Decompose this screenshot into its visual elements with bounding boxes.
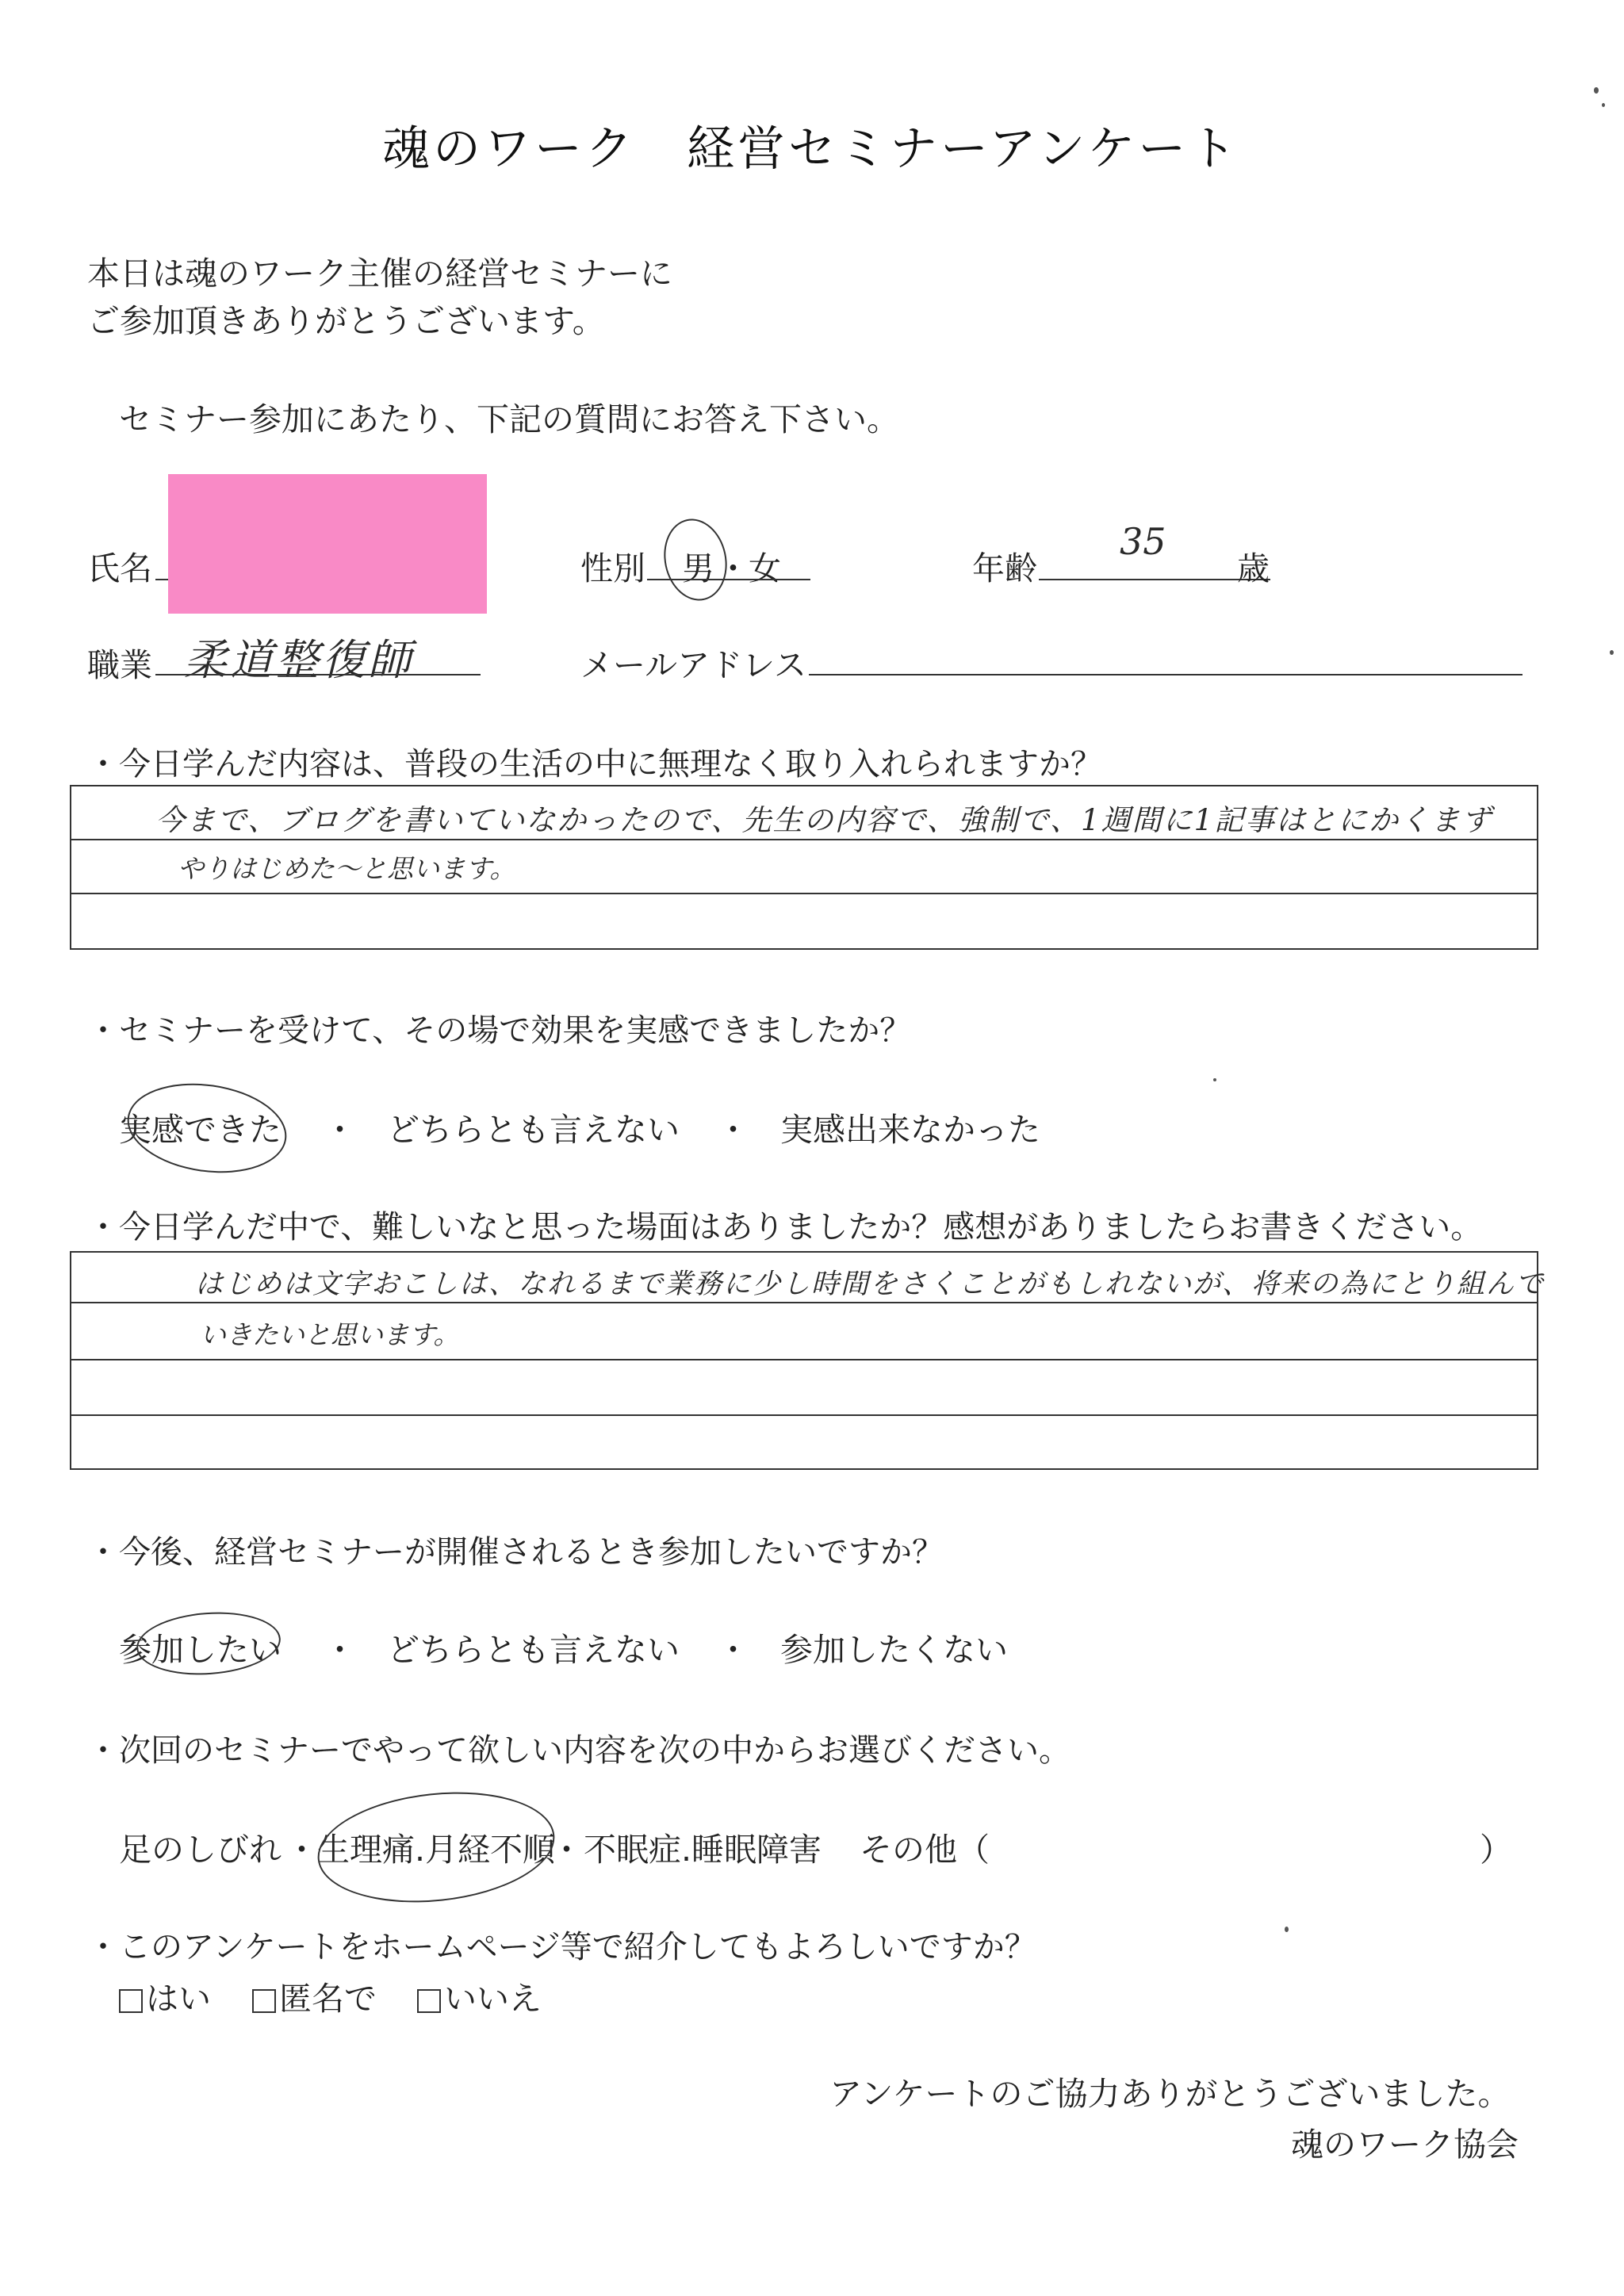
q2-separator: ・ (324, 1111, 356, 1149)
q6-option-yes-label: はい (146, 1980, 211, 2018)
gender-label: 性別 (580, 549, 645, 587)
checkbox-icon[interactable] (252, 1989, 276, 2013)
footer-organization: 魂のワーク協会 (1291, 2126, 1519, 2164)
q3-ruled-line (71, 1359, 1537, 1360)
q3-answer-line-1: はじめは文字おこしは、なれるまで業務に少し時間をさくことがもしれないが、将来の為にとり組んで (195, 1269, 1545, 1300)
q6-option-yes[interactable] (119, 1973, 211, 2019)
age-underline (1039, 579, 1270, 580)
q2-separator: ・ (717, 1111, 749, 1149)
age-unit: 歳 (1237, 549, 1270, 587)
q3-answer-line-2: いきたいと思います。 (200, 1319, 460, 1350)
age-value[interactable]: 35 (1120, 520, 1166, 563)
gender-separator: ・ (717, 549, 749, 587)
q5-option-insomnia[interactable]: 不眠症.睡眠障害 (584, 1831, 822, 1869)
gender-selection-circle (657, 513, 734, 607)
q1-ruled-line (71, 839, 1537, 840)
occupation-value[interactable]: 柔道整復師 (184, 635, 414, 685)
q2-option-neutral[interactable]: どちらとも言えない (387, 1111, 680, 1149)
instruction-text: セミナー参加にあたり、下記の質問にお答え下さい。 (119, 400, 899, 438)
q6-option-anonymous[interactable] (252, 1973, 377, 2019)
scan-speck (1285, 1927, 1289, 1932)
q6-option-no[interactable] (417, 1973, 542, 2019)
q4-option-neutral[interactable]: どちらとも言えない (387, 1631, 680, 1669)
scan-speck (1602, 103, 1605, 107)
intro-line-2: ご参加頂きありがとうございます。 (87, 302, 605, 340)
q3-ruled-line (71, 1302, 1537, 1303)
q5-other-label: その他（ (860, 1831, 990, 1869)
q5-other-close: ） (1480, 1831, 1512, 1869)
q1-ruled-line (71, 893, 1537, 894)
q1-answer-line-2: やりはじめた〜と思います。 (178, 853, 516, 884)
q4-separator: ・ (324, 1631, 356, 1669)
gender-option-female[interactable]: 女 (749, 549, 781, 587)
checkbox-icon[interactable] (119, 1989, 143, 2013)
q6-question: ・このアンケートをホームページ等で紹介してもよろしいですか？ (87, 1929, 1036, 1965)
email-label: メールアドレス (580, 646, 806, 684)
occupation-label: 職業 (87, 646, 152, 684)
q2-question: ・セミナーを受けて、その場で効果を実感できましたか？ (87, 1012, 912, 1049)
q3-ruled-line (71, 1414, 1537, 1416)
q1-answer-line-1: 今まで、ブログを書いていなかったので、先生の内容で、強制で、1週間に1記事はとにかくまず (155, 803, 1493, 837)
q2-option-no-effect[interactable]: 実感出来なかった (780, 1111, 1040, 1149)
footer-thanks: アンケートのご協力ありがとうございました。 (829, 2075, 1511, 2113)
q6-option-anonymous-label: 匿名で (279, 1980, 377, 2018)
gender-option-male[interactable]: 男 (682, 549, 714, 587)
q5-option-leg-numbness[interactable]: 足のしびれ (119, 1831, 282, 1869)
scan-speck (1213, 1078, 1216, 1081)
q2-selection-circle (121, 1073, 292, 1182)
age-label: 年齢 (972, 549, 1037, 587)
q5-selection-circle (312, 1781, 561, 1914)
q6-option-no-label: いいえ (444, 1980, 542, 2018)
q5-separator: ・ (550, 1831, 583, 1869)
q5-option-menstrual[interactable]: 生理痛.月経不順 (317, 1831, 556, 1869)
scan-speck (1594, 87, 1599, 94)
email-underline[interactable] (809, 674, 1522, 675)
q5-question: ・次回のセミナーでやって欲しい内容を次の中からお選びください。 (87, 1732, 1071, 1769)
form-title: 魂のワーク 経営セミナーアンケート (382, 121, 1240, 177)
q4-separator: ・ (717, 1631, 749, 1669)
q4-question: ・今後、経営セミナーが開催されるとき参加したいですか？ (87, 1534, 944, 1571)
q4-option-want-to-join[interactable]: 参加したい (119, 1631, 282, 1669)
name-label: 氏名 (87, 549, 152, 587)
q4-option-not-join[interactable]: 参加したくない (780, 1631, 1008, 1669)
q1-question: ・今日学んだ内容は、普段の生活の中に無理なく取り入れられますか？ (87, 746, 1102, 783)
intro-line-1: 本日は魂のワーク主催の経営セミナーに (87, 254, 672, 293)
scan-speck (1610, 650, 1614, 655)
occupation-underline (155, 674, 481, 675)
q3-question: ・今日学んだ中で、難しいなと思った場面はありましたか？感想がありましたらお書きください。 (87, 1209, 1483, 1246)
name-redaction-sticker (168, 474, 487, 614)
checkbox-icon[interactable] (417, 1989, 441, 2013)
q5-separator: ・ (285, 1831, 318, 1869)
q2-option-felt-effect[interactable]: 実感できた (119, 1111, 282, 1149)
